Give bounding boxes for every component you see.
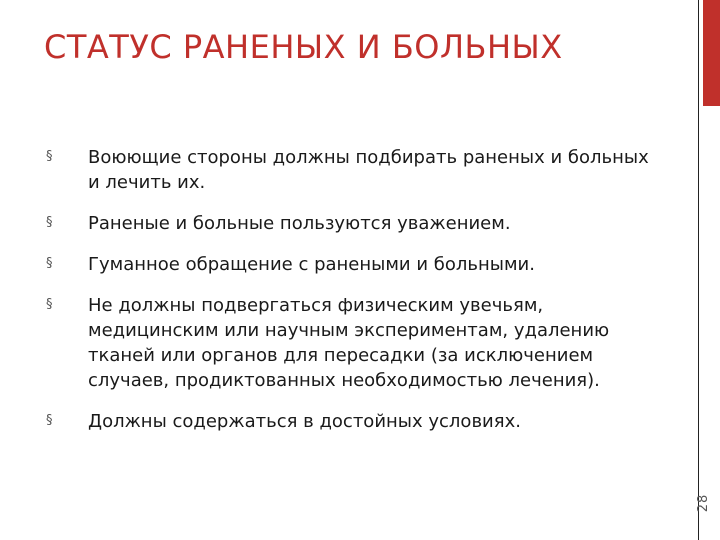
page-number: 28 [696,493,711,513]
bullet-text: Должны содержаться в достойных условиях. [88,411,521,432]
bullet-marker-icon: § [46,413,53,428]
bullet-marker-icon: § [46,215,53,230]
bullet-item [44,409,664,434]
bullet-text: Воюющие стороны должны подбирать раненых и больных и лечить их. [88,147,649,193]
bullet-item [44,145,664,195]
bullet-item [44,252,664,277]
bullet-marker-icon: § [46,256,53,271]
right-divider-line [698,0,699,540]
accent-bar [703,0,720,106]
bullet-marker-icon: § [46,149,53,164]
bullet-list [44,145,664,450]
bullet-item [44,211,664,236]
bullet-item [44,293,664,393]
bullet-text: Не должны подвергаться физическим увечьям, медицинским или научным экспериментам, удалению тканей или органов для пересадки (за исключением случаев, продиктованных необходимостью лечения). [88,295,610,391]
slide-title: СТАТУС РАНЕНЫХ И БОЛЬНЫХ [44,28,563,66]
bullet-text: Раненые и больные пользуются уважением. [88,213,511,234]
bullet-marker-icon: § [46,297,53,312]
bullet-text: Гуманное обращение с ранеными и больными. [88,254,535,275]
